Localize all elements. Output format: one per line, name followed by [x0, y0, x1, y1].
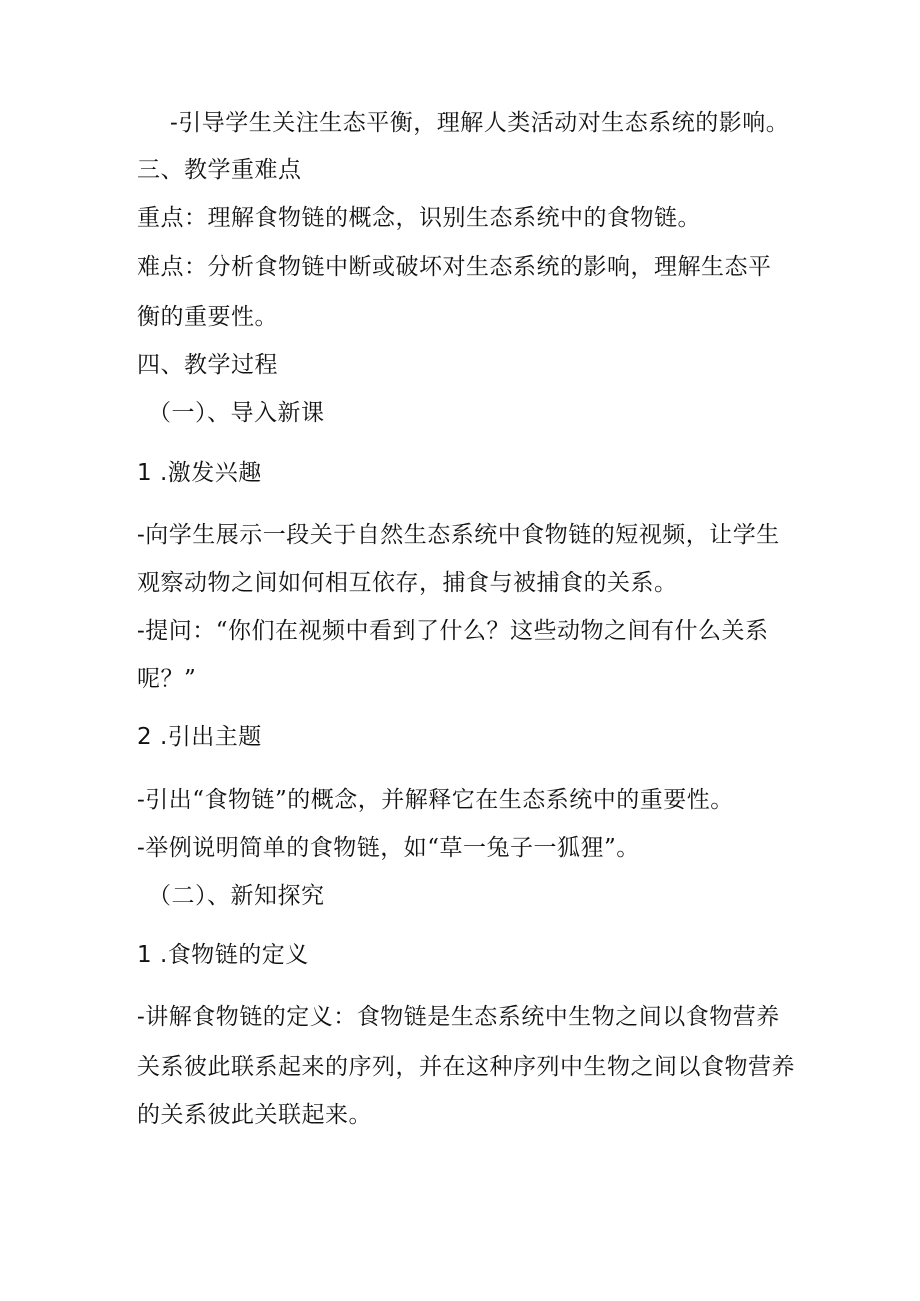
- paragraph-line: -举例说明简单的食物链，如“草一兔子一狐狸”。: [137, 835, 640, 861]
- paragraph-line: 衡的重要性。: [137, 304, 278, 330]
- section-heading: 四、教学过程: [137, 352, 278, 378]
- paragraph-line: -引导学生关注生态平衡，理解人类活动对生态系统的影响。: [170, 110, 790, 136]
- numbered-heading: 1 .食物链的定义: [137, 942, 309, 968]
- numbered-heading: 2 .引出主题: [137, 724, 262, 750]
- paragraph-line: -引出“食物链”的概念，并解释它在生态系统中的重要性。: [137, 787, 734, 813]
- paragraph-line: 关系彼此联系起来的序列，并在这种序列中生物之间以食物营养: [137, 1054, 795, 1080]
- subsection-heading: （二）、新知探究: [148, 883, 325, 909]
- paragraph-line: 重点：理解食物链的概念，识别生态系统中的食物链。: [137, 205, 701, 231]
- paragraph-line: 呢？”: [137, 666, 197, 692]
- paragraph-line: 观察动物之间如何相互依存，捕食与被捕食的关系。: [137, 570, 678, 596]
- subsection-heading: （一）、导入新课: [148, 400, 325, 426]
- paragraph-line: -讲解食物链的定义：食物链是生态系统中生物之间以食物营养: [137, 1004, 780, 1030]
- section-heading: 三、教学重难点: [137, 157, 302, 183]
- paragraph-line: 难点：分析食物链中断或破坏对生态系统的影响，理解生态平: [137, 254, 772, 280]
- numbered-heading: 1 .激发兴趣: [137, 460, 262, 486]
- paragraph-line: 的关系彼此关联起来。: [137, 1102, 372, 1128]
- paragraph-line: -向学生展示一段关于自然生态系统中食物链的短视频，让学生: [137, 522, 780, 548]
- paragraph-line: -提问：“你们在视频中看到了什么？这些动物之间有什么关系: [137, 618, 769, 644]
